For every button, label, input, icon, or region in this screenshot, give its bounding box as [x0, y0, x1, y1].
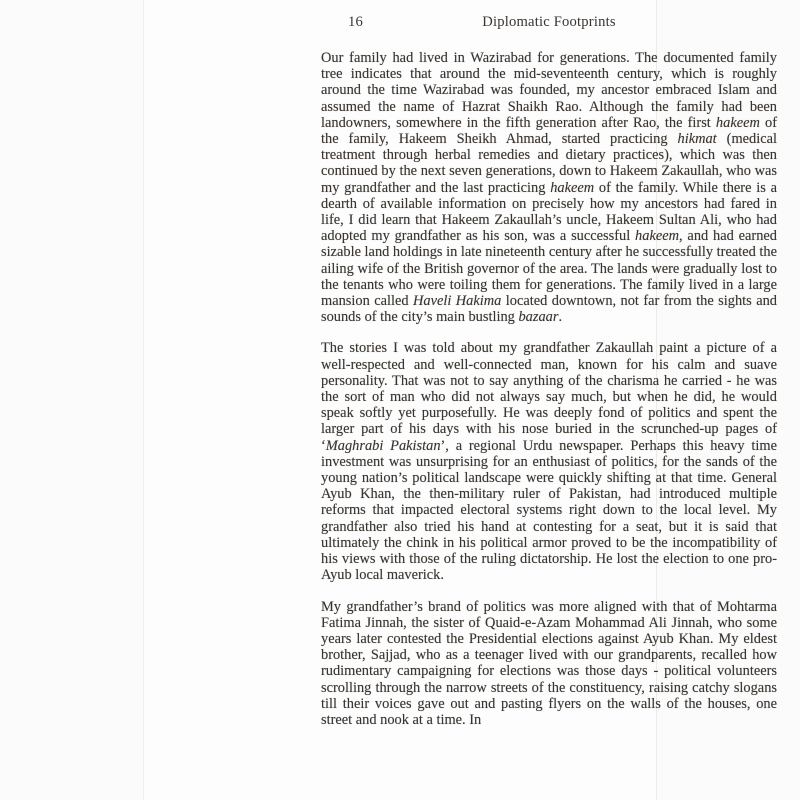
page-number: 16 [348, 14, 363, 30]
text-run: of the family, Hakeem Sheikh Ahmad, started practicing [321, 114, 777, 148]
paragraph [321, 599, 777, 729]
italic-term: hakeem [550, 179, 595, 196]
italic-term: hakeem [635, 228, 679, 245]
text-run: . [558, 309, 563, 326]
italic-term: Maghrabi Pakistan [325, 437, 441, 454]
text-run: (medical treatment through herbal remedies and dietary practices), which was then continued by the next seven generations, down to Hakeem Zakaullah, who was my grandfather and the last practicing [321, 131, 777, 196]
text-run: located downtown, not far from the sights and sounds of the city’s main bustling [321, 293, 777, 326]
paragraph [321, 50, 777, 325]
book-page [143, 0, 777, 800]
text-run: Our family had lived in Wazirabad for generations. The documented family tree indicates that around the mid-seventeenth century, which is roughly around the time Wazirabad was founded, my ancestor embraced Islam and assumed the name of Hazrat Shaikh Rao. Although the family had been landowners, somewhere in the fifth generation after Rao, the first [321, 50, 777, 131]
text-run: , and had earned sizable land holdings in late nineteenth century after he successfully treated the ailing wife of the British governor of the area. The lands were gradually lost to the tenants who were toiling them for generations. The family lived in a large mansion called [321, 228, 777, 310]
text-run: The stories I was told about my grandfather Zakaullah paint a picture of a well-respected and well-connected man, known for his calm and suave personality. That was not to say anything of the charisma he carried - he was the sort of man who did not always say much, but when he did, he would speak softly yet purposefully. He was deeply fond of politics and spent the larger part of his days with his nose buried in the scrunched-up pages of ‘ [321, 340, 777, 454]
italic-term: bazaar [518, 309, 559, 326]
running-title: Diplomatic Footprints [482, 14, 616, 30]
text-run: My grandfather’s brand of politics was more aligned with that of Mohtarma Fatima Jinnah, the sister of Quaid-e-Azam Mohammad Ali Jinnah, who some years later contested the Presidential elections against Ayub Khan. My eldest brother, Sajjad, who as a teenager lived with our grandparents, recalled how rudimentary campaigning for elections was those days - political volunteers scrolling through the narrow streets of the constituency, raising catchy slogans till their voices gave out and pasting flyers on the walls of the houses, one street and nook at a time. In [321, 598, 777, 728]
text-run: of the family. While there is a dearth of available information on precisely how my ancestors had fared in life, I did learn that Hakeem Zakaullah’s uncle, Hakeem Sultan Ali, who had adopted my grandfather as his son, was a successful [321, 179, 777, 245]
italic-term: Haveli Hakima [412, 293, 502, 310]
page-header [321, 14, 777, 34]
italic-term: hakeem [715, 114, 760, 131]
text-run: ’, a regional Urdu newspaper. Perhaps this heavy time investment was unsurprising for an enthusiast of politics, for the sands of the young nation’s political landscape were quickly shifting at that time. General Ayub Khan, the then-military ruler of Pakistan, had introduced multiple reforms that impacted electoral systems right down to the local level. My grandfather also tried his hand at contesting for a seat, but it is said that ultimately the chink in his political armor proved to be the incompatibility of his views with those of the ruling dictatorship. He lost the election to one pro-Ayub local maverick. [321, 437, 777, 584]
paragraph [321, 340, 777, 583]
italic-term: hikmat [677, 131, 717, 148]
body-text [321, 50, 777, 743]
